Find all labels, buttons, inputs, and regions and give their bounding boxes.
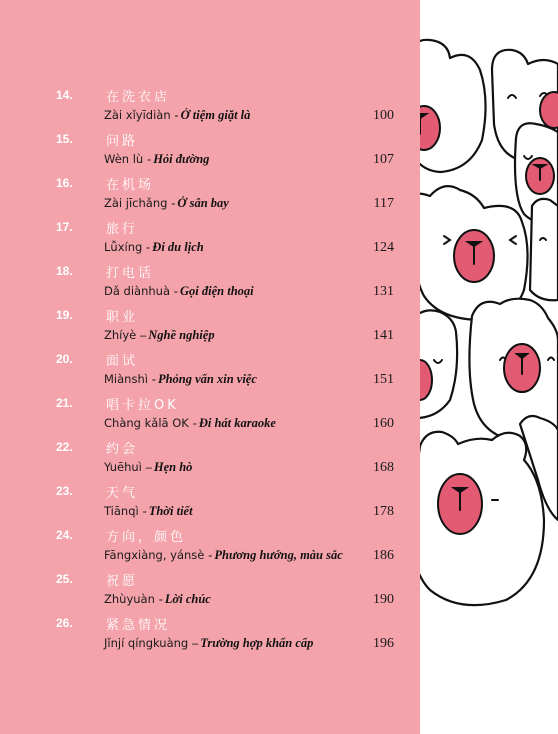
pinyin: Yuēhuì <box>104 460 142 474</box>
separator: - <box>208 548 213 562</box>
vietnamese-title: Trường hợp khẩn cấp <box>200 636 314 650</box>
page-number: 100 <box>373 108 394 123</box>
page-number: 186 <box>373 548 394 563</box>
separator: - <box>174 284 179 298</box>
toc-entry[interactable] <box>0 350 420 394</box>
pinyin: Chàng kǎlā OK <box>104 416 189 430</box>
vietnamese-title: Đi hát karaoke <box>198 416 276 430</box>
entry-number: 17. <box>56 220 73 234</box>
entry-number: 25. <box>56 572 73 586</box>
separator: - <box>151 372 156 386</box>
pinyin: Zài jīchǎng <box>104 196 168 210</box>
toc-entry[interactable] <box>0 262 420 306</box>
pinyin: Zài xǐyīdiàn <box>104 108 171 122</box>
chinese-title: 在洗衣店 <box>106 90 171 105</box>
bear-head <box>420 432 544 605</box>
vietnamese-title: Nghề nghiệp <box>148 328 215 342</box>
separator: – <box>140 328 147 342</box>
chinese-title: 方向，颜色 <box>106 530 187 545</box>
pinyin: Tiānqì <box>104 504 139 518</box>
page-number: 190 <box>373 592 394 607</box>
page-number: 178 <box>373 504 394 519</box>
vietnamese-title: Thời tiết <box>148 504 193 518</box>
chinese-title: 天气 <box>106 486 139 501</box>
separator: - <box>171 196 176 210</box>
vietnamese-title: Hẹn hò <box>153 460 193 474</box>
chinese-title: 祝愿 <box>106 574 139 589</box>
entry-number: 20. <box>56 352 73 366</box>
separator: - <box>142 504 147 518</box>
page-number: 117 <box>373 196 394 211</box>
chinese-title: 旅行 <box>106 222 139 237</box>
toc-entry[interactable] <box>0 526 420 570</box>
page-number: 131 <box>373 284 394 299</box>
entry-number: 24. <box>56 528 73 542</box>
separator: - <box>147 152 152 166</box>
separator: - <box>158 592 163 606</box>
chinese-title: 紧急情况 <box>106 618 171 633</box>
toc-entry[interactable] <box>0 130 420 174</box>
pinyin: Zhíyè <box>104 328 137 342</box>
vietnamese-title: Phương hướng, màu sắc <box>214 548 343 562</box>
bear-head <box>530 199 558 300</box>
toc-entry[interactable] <box>0 482 420 526</box>
toc-entry[interactable] <box>0 394 420 438</box>
pinyin: Fāngxiàng, yánsè <box>104 548 205 562</box>
page-number: 151 <box>373 372 394 387</box>
separator: – <box>192 636 199 650</box>
vietnamese-title: Hỏi đường <box>153 152 210 166</box>
vietnamese-title: Ở sân bay <box>177 196 229 210</box>
separator: - <box>192 416 197 430</box>
chinese-title: 在机场 <box>106 178 155 193</box>
entry-number: 22. <box>56 440 73 454</box>
chinese-title: 职业 <box>106 310 139 325</box>
entry-number: 23. <box>56 484 73 498</box>
entry-number: 18. <box>56 264 73 278</box>
bear-illustration-panel <box>420 0 558 734</box>
vietnamese-title: Đi du lịch <box>152 240 204 254</box>
vietnamese-title: Gọi điện thoại <box>180 284 254 298</box>
toc-entry[interactable] <box>0 614 420 658</box>
entry-number: 19. <box>56 308 73 322</box>
vietnamese-title: Lời chúc <box>164 592 211 606</box>
bear-head <box>420 40 486 172</box>
entry-number: 15. <box>56 132 73 146</box>
pinyin: Zhùyuàn <box>104 592 155 606</box>
bears-illustration <box>420 0 558 734</box>
chinese-title: 打电话 <box>106 266 155 281</box>
vietnamese-title: Phỏng vấn xin việc <box>157 372 257 386</box>
vietnamese-title: Ở tiệm giặt là <box>180 108 251 122</box>
entry-number: 14. <box>56 88 73 102</box>
chinese-title: 面试 <box>106 354 139 369</box>
pinyin: Dǎ diànhuà <box>104 284 171 298</box>
chinese-title: 问路 <box>106 134 139 149</box>
separator: - <box>174 108 179 122</box>
pinyin: Lǚxíng <box>104 240 143 254</box>
separator: – <box>145 460 152 474</box>
separator: - <box>146 240 151 254</box>
toc-entry[interactable] <box>0 218 420 262</box>
toc-entry[interactable] <box>0 570 420 614</box>
pinyin: Miànshì <box>104 372 148 386</box>
toc-entry[interactable] <box>0 86 420 130</box>
pinyin: Jǐnjí qíngkuàng <box>104 636 189 650</box>
toc-entry[interactable] <box>0 174 420 218</box>
toc-entry[interactable] <box>0 438 420 482</box>
page-number: 196 <box>373 636 394 651</box>
chinese-title: 约会 <box>106 442 139 457</box>
entry-number: 21. <box>56 396 73 410</box>
toc-entry[interactable] <box>0 306 420 350</box>
page-number: 160 <box>373 416 394 431</box>
entry-number: 16. <box>56 176 73 190</box>
pinyin: Wèn lù <box>104 152 144 166</box>
entry-number: 26. <box>56 616 73 630</box>
page-number: 107 <box>373 152 394 167</box>
chinese-title: 唱卡拉OK <box>106 398 179 413</box>
page-number: 124 <box>373 240 394 255</box>
page-number: 168 <box>373 460 394 475</box>
page-number: 141 <box>373 328 394 343</box>
